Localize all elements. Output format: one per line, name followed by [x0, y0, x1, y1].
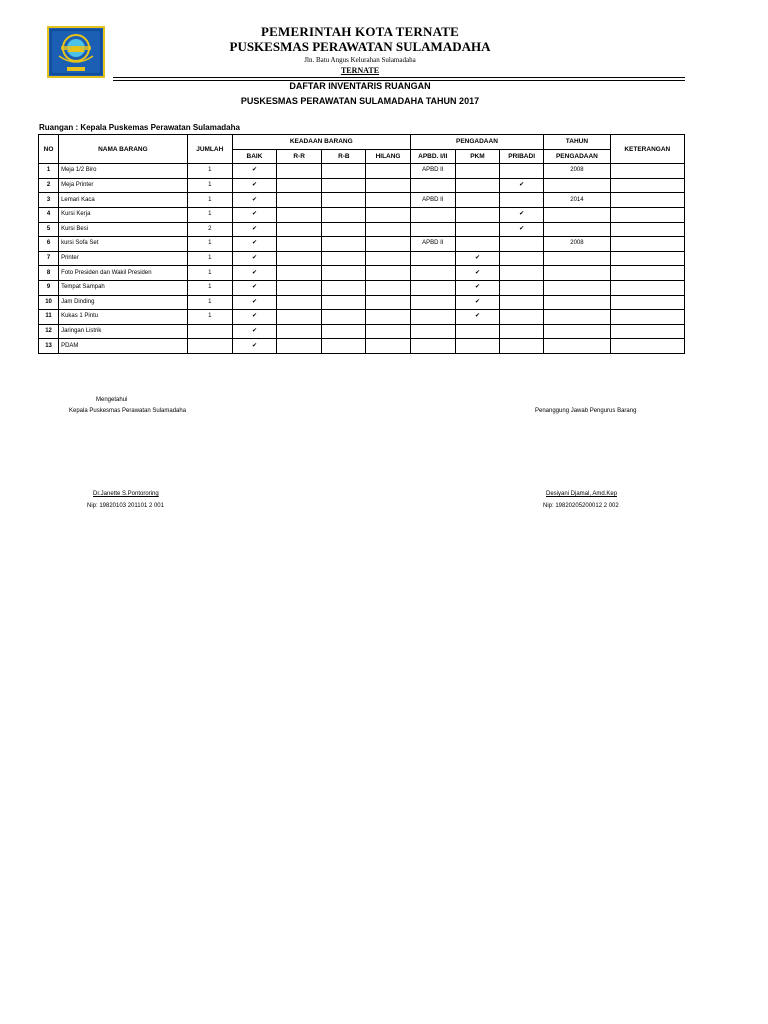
cell-private	[500, 164, 544, 179]
cell-lost	[366, 207, 410, 222]
cell-lost	[366, 222, 410, 237]
cell-notes	[610, 251, 684, 266]
cell-name: Meja 1/2 Biro	[59, 164, 188, 179]
cell-lost	[366, 266, 410, 281]
cell-lost	[366, 193, 410, 208]
organization-title: PUSKESMAS PERAWATAN SULAMADAHA	[229, 39, 491, 54]
table-row	[39, 237, 685, 252]
cell-private: ✔	[500, 207, 544, 222]
cell-rr	[277, 339, 322, 354]
cell-qty: 1	[187, 266, 232, 281]
cell-notes	[610, 295, 684, 310]
cell-no: 4	[39, 207, 59, 222]
cell-qty: 1	[187, 207, 232, 222]
cell-good: ✔	[232, 251, 276, 266]
head-title: Kepala Puskesmas Perawatan Sulamadaha	[69, 408, 187, 414]
cell-notes	[610, 164, 684, 179]
cell-rb	[322, 295, 366, 310]
cell-name: PDAM	[59, 339, 188, 354]
inventory-table	[38, 134, 685, 354]
cell-good: ✔	[232, 266, 276, 281]
cell-pkm	[455, 193, 499, 208]
table-row	[39, 178, 685, 193]
cell-qty: 1	[187, 251, 232, 266]
cell-qty: 2	[187, 222, 232, 237]
cell-apbd: APBD II	[410, 237, 455, 252]
cell-notes	[610, 237, 684, 252]
cell-no: 3	[39, 193, 59, 208]
cell-good: ✔	[232, 295, 276, 310]
cell-good: ✔	[232, 193, 276, 208]
cell-notes	[610, 222, 684, 237]
cell-no: 6	[39, 237, 59, 252]
cell-lost	[366, 310, 410, 325]
cell-year	[544, 266, 610, 281]
cell-notes	[610, 266, 684, 281]
cell-no: 2	[39, 178, 59, 193]
cell-private	[500, 310, 544, 325]
custodian-name: Desiyani Djamal, Amd.Kep	[546, 491, 618, 497]
cell-apbd	[410, 251, 455, 266]
table-row	[39, 339, 685, 354]
city-name: TERNATE	[340, 66, 380, 75]
cell-pkm	[455, 164, 499, 179]
header-procurement: PENGADAAN	[410, 135, 544, 150]
cell-name: Lemari Kaca	[59, 193, 188, 208]
table-row	[39, 280, 685, 295]
cell-good: ✔	[232, 164, 276, 179]
cell-rr	[277, 193, 322, 208]
cell-no: 5	[39, 222, 59, 237]
header-qty: JUMLAH	[187, 135, 232, 164]
cell-notes	[610, 310, 684, 325]
cell-rb	[322, 207, 366, 222]
table-row	[39, 207, 685, 222]
cell-name: Foto Presiden dan Wakil Presiden	[59, 266, 188, 281]
cell-private	[500, 193, 544, 208]
cell-rr	[277, 251, 322, 266]
cell-year	[544, 207, 610, 222]
cell-no: 13	[39, 339, 59, 354]
cell-no: 12	[39, 324, 59, 339]
cell-pkm	[455, 222, 499, 237]
cell-year	[544, 295, 610, 310]
cell-rb	[322, 164, 366, 179]
cell-name: Kukas 1 Pintu	[59, 310, 188, 325]
cell-year: 2008	[544, 237, 610, 252]
cell-apbd	[410, 222, 455, 237]
cell-good: ✔	[232, 324, 276, 339]
cell-good: ✔	[232, 280, 276, 295]
cell-name: Kursi Besi	[59, 222, 188, 237]
cell-year	[544, 222, 610, 237]
cell-no: 11	[39, 310, 59, 325]
header-apbd: APBD. I/II	[410, 149, 455, 164]
header-notes: KETERANGAN	[610, 135, 684, 164]
table-row	[39, 324, 685, 339]
address-line: Jln. Batu Angus Kelurahan Sulamadaha	[304, 56, 416, 64]
header-pkm: PKM	[455, 149, 499, 164]
header-no: NO	[39, 135, 59, 164]
cell-notes	[610, 193, 684, 208]
cell-year: 2014	[544, 193, 610, 208]
cell-private	[500, 339, 544, 354]
cell-no: 10	[39, 295, 59, 310]
cell-good: ✔	[232, 222, 276, 237]
cell-private	[500, 280, 544, 295]
cell-year	[544, 324, 610, 339]
table-row	[39, 222, 685, 237]
cell-year	[544, 251, 610, 266]
cell-pkm	[455, 237, 499, 252]
cell-rr	[277, 310, 322, 325]
cell-year	[544, 339, 610, 354]
cell-private	[500, 251, 544, 266]
cell-rb	[322, 193, 366, 208]
cell-apbd	[410, 266, 455, 281]
cell-name: Printer	[59, 251, 188, 266]
head-nip: Nip: 19820103 201101 2 001	[87, 503, 164, 509]
cell-no: 9	[39, 280, 59, 295]
header-good: BAIK	[232, 149, 276, 164]
cell-name: Kursi Kerja	[59, 207, 188, 222]
cell-private	[500, 266, 544, 281]
header-year: TAHUN	[544, 135, 610, 150]
cell-pkm	[455, 324, 499, 339]
acknowledged-label: Mengetahui	[96, 397, 128, 403]
cell-qty: 1	[187, 178, 232, 193]
cell-lost	[366, 251, 410, 266]
cell-rr	[277, 266, 322, 281]
cell-qty: 1	[187, 280, 232, 295]
cell-apbd	[410, 310, 455, 325]
city-emblem-icon	[47, 26, 105, 78]
cell-notes	[610, 207, 684, 222]
cell-notes	[610, 178, 684, 193]
cell-pkm: ✔	[455, 310, 499, 325]
cell-apbd	[410, 207, 455, 222]
cell-lost	[366, 339, 410, 354]
cell-good: ✔	[232, 310, 276, 325]
cell-no: 1	[39, 164, 59, 179]
cell-lost	[366, 324, 410, 339]
cell-rb	[322, 251, 366, 266]
cell-apbd	[410, 178, 455, 193]
cell-no: 7	[39, 251, 59, 266]
cell-apbd: APBD II	[410, 193, 455, 208]
table-row	[39, 164, 685, 179]
header-year-sub: PENGADAAN	[544, 149, 610, 164]
cell-rr	[277, 295, 322, 310]
cell-qty: 1	[187, 193, 232, 208]
cell-rb	[322, 222, 366, 237]
header-condition: KEADAAN BARANG	[232, 135, 410, 150]
cell-lost	[366, 280, 410, 295]
cell-rr	[277, 280, 322, 295]
cell-private	[500, 295, 544, 310]
cell-notes	[610, 324, 684, 339]
cell-rb	[322, 266, 366, 281]
room-label: Ruangan : Kepala Puskemas Perawatan Sulamadaha	[39, 123, 240, 132]
cell-rb	[322, 339, 366, 354]
cell-qty: 1	[187, 295, 232, 310]
table-row	[39, 295, 685, 310]
cell-pkm: ✔	[455, 266, 499, 281]
table-row	[39, 310, 685, 325]
header-rr: R-R	[277, 149, 322, 164]
cell-pkm	[455, 207, 499, 222]
cell-qty	[187, 324, 232, 339]
cell-notes	[610, 280, 684, 295]
cell-rb	[322, 178, 366, 193]
cell-year	[544, 178, 610, 193]
cell-good: ✔	[232, 207, 276, 222]
cell-apbd	[410, 324, 455, 339]
header-rule	[113, 77, 685, 78]
cell-rr	[277, 207, 322, 222]
cell-private: ✔	[500, 178, 544, 193]
custodian-nip: Nip: 19820205200012 2 002	[543, 503, 619, 509]
cell-year	[544, 280, 610, 295]
cell-apbd	[410, 280, 455, 295]
cell-notes	[610, 339, 684, 354]
cell-lost	[366, 178, 410, 193]
cell-name: Tempat Sampah	[59, 280, 188, 295]
cell-rb	[322, 280, 366, 295]
header-private: PRIBADI	[500, 149, 544, 164]
custodian-title: Penanggung Jawab Pengurus Barang	[535, 408, 637, 414]
cell-apbd	[410, 339, 455, 354]
header-name: NAMA BARANG	[59, 135, 188, 164]
cell-good: ✔	[232, 339, 276, 354]
header-rb: R-B	[322, 149, 366, 164]
document-title: DAFTAR INVENTARIS RUANGAN	[289, 81, 431, 91]
cell-apbd	[410, 295, 455, 310]
cell-no: 8	[39, 266, 59, 281]
cell-private: ✔	[500, 222, 544, 237]
cell-pkm: ✔	[455, 251, 499, 266]
cell-qty: 1	[187, 237, 232, 252]
document-subtitle: PUSKESMAS PERAWATAN SULAMADAHA TAHUN 2017	[240, 96, 480, 106]
table-row	[39, 251, 685, 266]
table-row	[39, 266, 685, 281]
cell-qty: 1	[187, 310, 232, 325]
cell-name: Jam Dinding	[59, 295, 188, 310]
cell-name: kursi Sofa Set	[59, 237, 188, 252]
cell-rr	[277, 222, 322, 237]
cell-rr	[277, 164, 322, 179]
government-title: PEMERINTAH KOTA TERNATE	[261, 24, 459, 39]
cell-lost	[366, 237, 410, 252]
cell-pkm: ✔	[455, 295, 499, 310]
cell-name: Jaringan Listrik	[59, 324, 188, 339]
header-lost: HILANG	[366, 149, 410, 164]
cell-good: ✔	[232, 178, 276, 193]
cell-name: Meja Printer	[59, 178, 188, 193]
cell-rr	[277, 324, 322, 339]
cell-pkm: ✔	[455, 280, 499, 295]
cell-rb	[322, 237, 366, 252]
head-name: Dr.Janette S.Pontororing	[93, 491, 159, 497]
cell-lost	[366, 295, 410, 310]
cell-private	[500, 324, 544, 339]
cell-rb	[322, 310, 366, 325]
cell-qty	[187, 339, 232, 354]
cell-year	[544, 310, 610, 325]
cell-apbd: APBD II	[410, 164, 455, 179]
cell-good: ✔	[232, 237, 276, 252]
cell-qty: 1	[187, 164, 232, 179]
cell-rr	[277, 178, 322, 193]
cell-year: 2008	[544, 164, 610, 179]
cell-pkm	[455, 178, 499, 193]
cell-rb	[322, 324, 366, 339]
cell-rr	[277, 237, 322, 252]
cell-lost	[366, 164, 410, 179]
cell-pkm	[455, 339, 499, 354]
table-row	[39, 193, 685, 208]
cell-private	[500, 237, 544, 252]
